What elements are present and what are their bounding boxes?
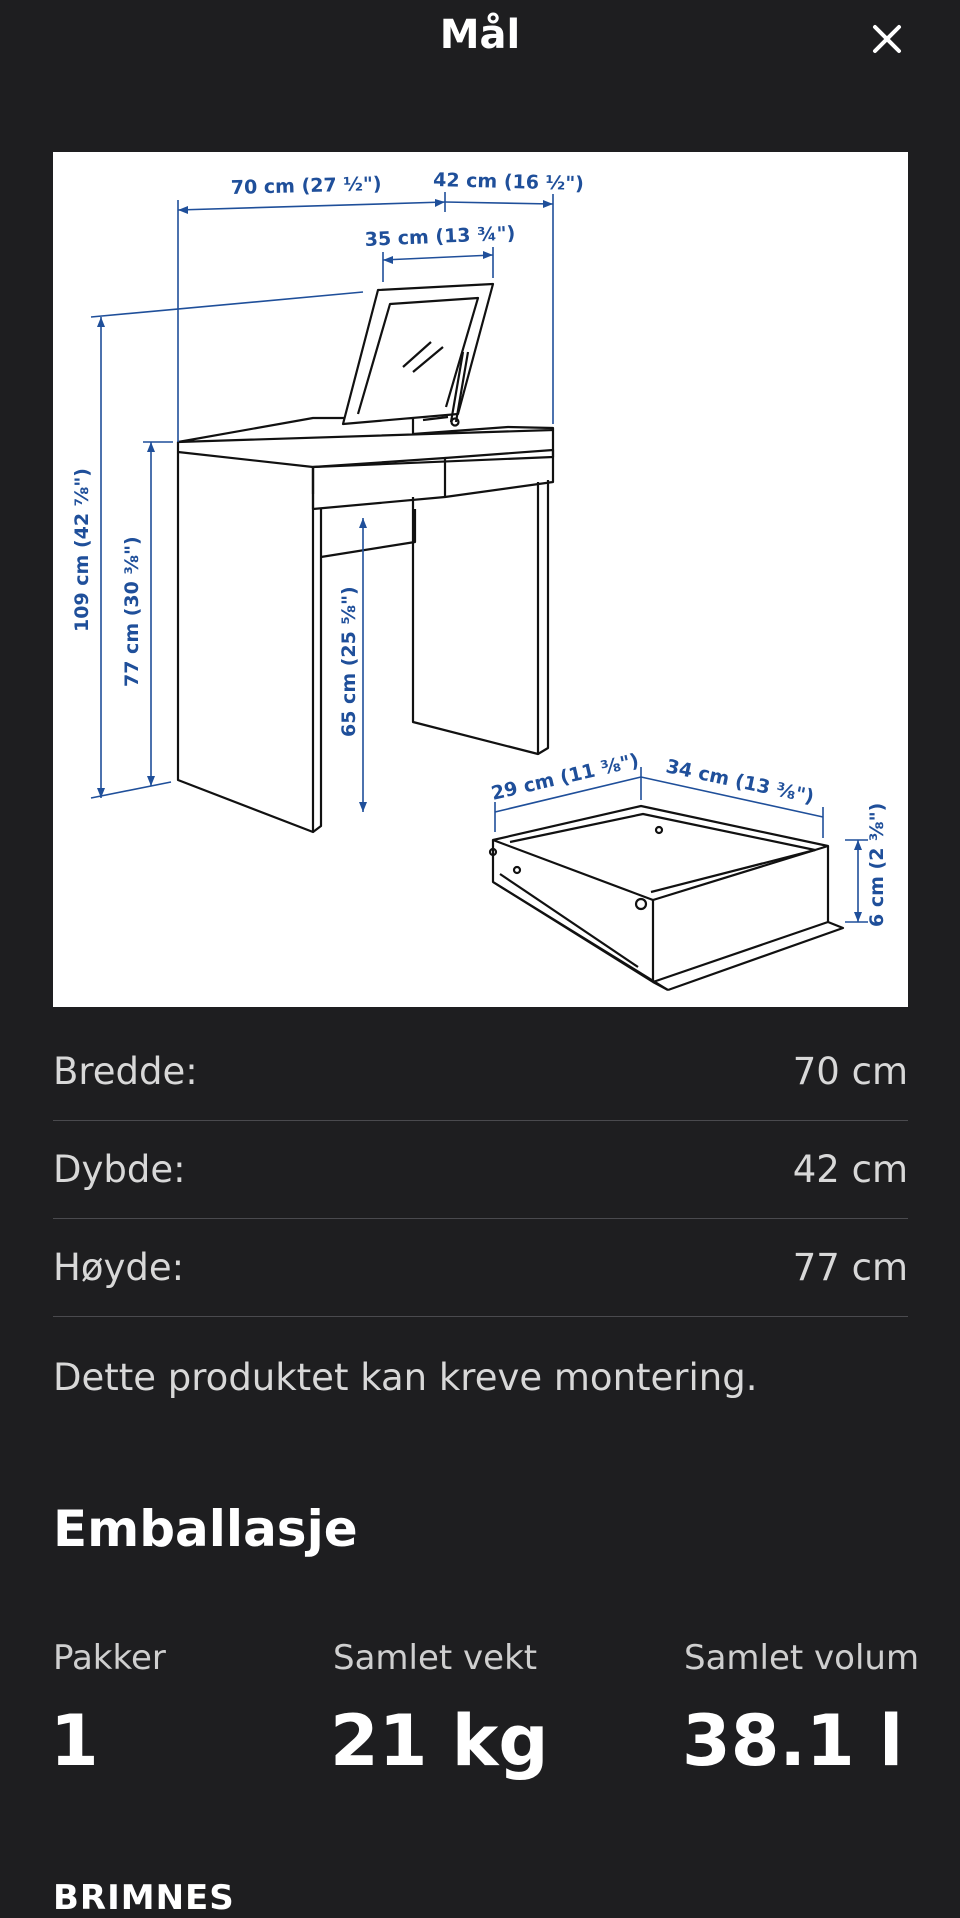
spec-row-height — [53, 1219, 908, 1317]
dim-height-table: 77 cm (30 ⅜") — [121, 536, 143, 687]
close-icon — [872, 24, 902, 54]
dim-drawer-depth: 34 cm (13 ⅜") — [663, 755, 816, 809]
spec-label: Bredde: — [53, 1050, 198, 1093]
total-volume-value: 38.1 l — [682, 1700, 904, 1782]
spec-value: 77 cm — [792, 1246, 908, 1289]
dim-depth-total: 42 cm (16 ½") — [432, 169, 585, 195]
dim-mirror-width: 35 cm (13 ¾") — [364, 222, 516, 251]
dim-height-total: 109 cm (42 ⅞") — [71, 468, 93, 632]
spec-label: Høyde: — [53, 1246, 185, 1289]
spec-label: Dybde: — [53, 1148, 186, 1191]
header — [0, 0, 960, 78]
packages-label: Pakker — [53, 1638, 166, 1678]
next-product-name: BRIMNES — [53, 1878, 235, 1918]
total-weight-value: 21 kg — [330, 1700, 549, 1782]
total-volume-label: Samlet volum — [684, 1638, 920, 1678]
total-weight-label: Samlet vekt — [333, 1638, 538, 1678]
spec-row-width — [53, 1023, 908, 1121]
packages-value: 1 — [50, 1700, 99, 1782]
dim-drawer-width: 29 cm (11 ⅜") — [489, 749, 641, 805]
dimension-diagram — [53, 152, 908, 1007]
dim-drawer-height: 6 cm (2 ⅜") — [866, 802, 888, 927]
spec-value: 70 cm — [792, 1050, 908, 1093]
close-button[interactable] — [864, 16, 910, 62]
assembly-note: Dette produktet kan kreve montering. — [53, 1356, 758, 1399]
dimension-specs — [53, 1023, 908, 1317]
dim-width-total: 70 cm (27 ½") — [230, 173, 382, 199]
page-title: Mål — [439, 12, 521, 58]
dressing-table-dimensions-diagram — [53, 152, 908, 1007]
dim-height-legroom: 65 cm (25 ⅝") — [338, 586, 360, 737]
spec-row-depth — [53, 1121, 908, 1219]
spec-value: 42 cm — [792, 1148, 908, 1191]
packaging-heading: Emballasje — [53, 1500, 358, 1558]
